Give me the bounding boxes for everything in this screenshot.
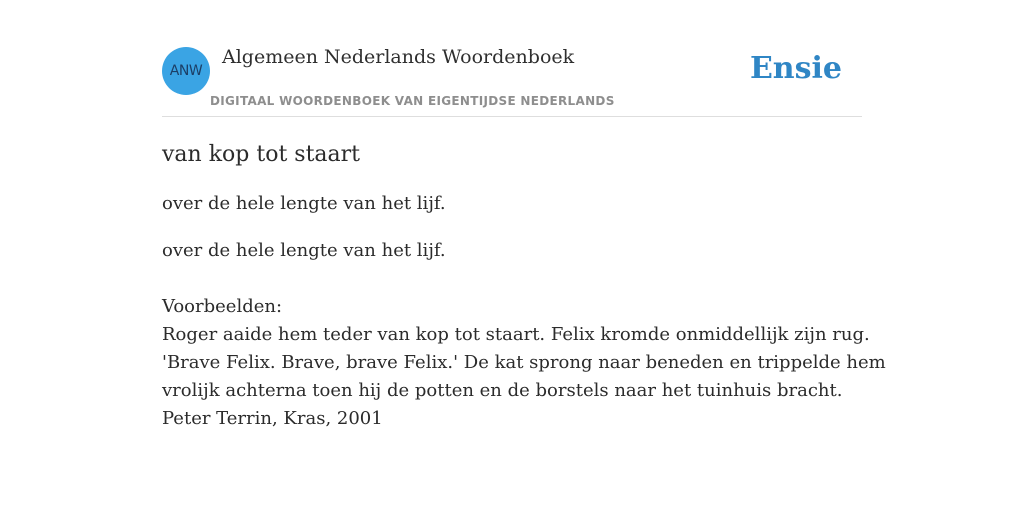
dictionary-subtitle: DIGITAAL WOORDENBOEK VAN EIGENTIJDSE NEDERLANDS bbox=[210, 94, 615, 108]
example-line: Roger aaide hem teder van kop tot staart. Felix kromde onmiddellijk zijn rug. bbox=[162, 324, 870, 345]
site-header bbox=[162, 0, 862, 117]
examples-label: Voorbeelden: bbox=[162, 296, 283, 317]
entry-content bbox=[162, 140, 886, 433]
example-line: 'Brave Felix. Brave, brave Felix.' De kat sprong naar beneden en trippelde hem bbox=[162, 352, 886, 373]
ensie-brand-logo[interactable]: Ensie bbox=[749, 51, 842, 86]
example-line: vrolijk achterna toen hij de potten en de borstels naar het tuinhuis bracht. bbox=[162, 380, 843, 401]
entry-headword: van kop tot staart bbox=[162, 142, 360, 167]
dictionary-name[interactable]: Algemeen Nederlands Woordenboek bbox=[222, 46, 575, 68]
entry-definition: over de hele lengte van het lijf. bbox=[162, 240, 446, 261]
anw-logo[interactable] bbox=[162, 47, 210, 95]
examples-section bbox=[162, 293, 886, 433]
example-source: Peter Terrin, Kras, 2001 bbox=[162, 408, 383, 429]
entry-definition: over de hele lengte van het lijf. bbox=[162, 193, 446, 214]
logo-text: ANW bbox=[169, 63, 203, 79]
